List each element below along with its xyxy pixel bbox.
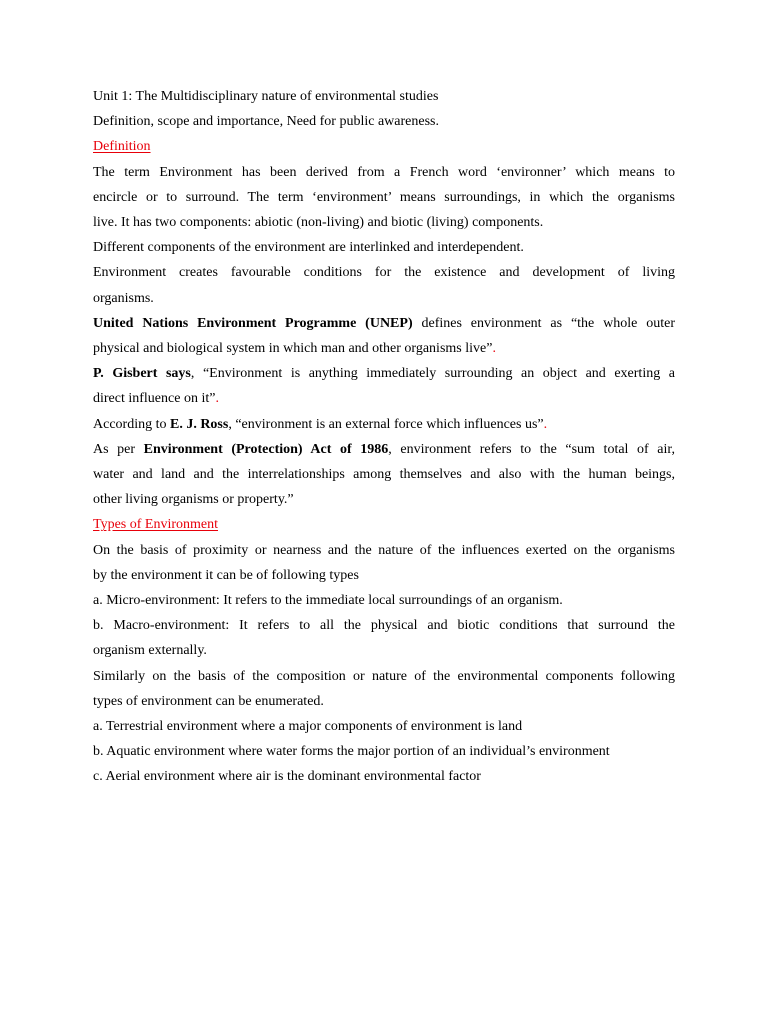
gisbert-definition-line-2 (93, 386, 675, 411)
definition-heading-line (93, 134, 675, 159)
definition-heading: Definition (93, 139, 151, 155)
act-pre: As per (93, 441, 144, 457)
favourable-paragraph-line-2: organisms. (93, 290, 154, 306)
unit-subtitle: Definition, scope and importance, Need for public awareness. (93, 114, 439, 130)
micro-environment-item: a. Micro-environment: It refers to the immediate local surroundings of an organism. (93, 593, 563, 609)
macro-environment-item-line-2: organism externally. (93, 643, 207, 659)
macro-environment-item-line-1: b. Macro-environment: It refers to all the physical and biotic conditions that surround the (93, 618, 675, 634)
ross-name: E. J. Ross (169, 416, 229, 432)
composition-paragraph-line-1: Similarly on the basis of the composition or nature of the environmental components following (93, 668, 675, 684)
ross-pre: According to (93, 416, 170, 432)
ross-definition (93, 412, 675, 437)
aerial-environment-item: c. Aerial environment where air is the dominant environmental factor (93, 769, 481, 785)
unep-definition-line-2 (93, 336, 675, 361)
gisbert-period: . (215, 391, 219, 407)
types-heading-line (93, 512, 675, 537)
gisbert-definition-line-1 (93, 361, 675, 386)
act-name: Environment (Protection) Act of 1986 (143, 441, 389, 457)
gisbert-name: P. Gisbert says (93, 366, 191, 382)
gisbert-text: , “Environment is anything immediately surrounding an object and exerting a (190, 366, 675, 382)
definition-paragraph-line-1: The term Environment has been derived from a French word ‘environner’ which means to (93, 164, 675, 180)
unep-name: United Nations Environment Programme (UNEP) (93, 315, 413, 331)
terrestrial-environment-item: a. Terrestrial environment where a major components of environment is land (93, 719, 523, 735)
act-definition-line-2: water and land and the interrelationships among themselves and also with the human beings, (93, 467, 675, 483)
unep-period: . (492, 341, 496, 357)
composition-paragraph-line-2: types of environment can be enumerated. (93, 693, 324, 709)
types-intro-line-1: On the basis of proximity or nearness and the nature of the influences exerted on the organisms (93, 542, 675, 558)
definition-paragraph-line-3: live. It has two components: abiotic (non-living) and biotic (living) components. (93, 215, 544, 231)
act-definition-line-3: other living organisms or property.” (93, 492, 294, 508)
unep-text: defines environment as “the whole outer (412, 315, 675, 331)
document-page (93, 84, 675, 790)
unep-quote-end: physical and biological system in which man and other organisms live” (93, 341, 493, 357)
favourable-paragraph-line-1: Environment creates favourable conditions for the existence and development of living (93, 265, 675, 281)
types-intro-line-2: by the environment it can be of following types (93, 567, 359, 583)
act-text: , environment refers to the “sum total of air, (388, 441, 676, 457)
ross-text: , “environment is an external force which influences us” (228, 416, 544, 432)
types-heading: Types of Environment (93, 517, 218, 533)
definition-paragraph-line-2: encircle or to surround. The term ‘environment’ means surroundings, in which the organisms (93, 189, 675, 205)
gisbert-quote-end: direct influence on it” (93, 391, 216, 407)
aquatic-environment-item: b. Aquatic environment where water forms the major portion of an individual’s environment (93, 744, 610, 760)
unit-title: Unit 1: The Multidisciplinary nature of environmental studies (93, 89, 439, 104)
unep-definition-line-1 (93, 311, 675, 336)
ross-period: . (543, 416, 548, 432)
components-paragraph: Different components of the environment are interlinked and interdependent. (93, 240, 524, 256)
act-definition-line-1 (93, 437, 675, 462)
